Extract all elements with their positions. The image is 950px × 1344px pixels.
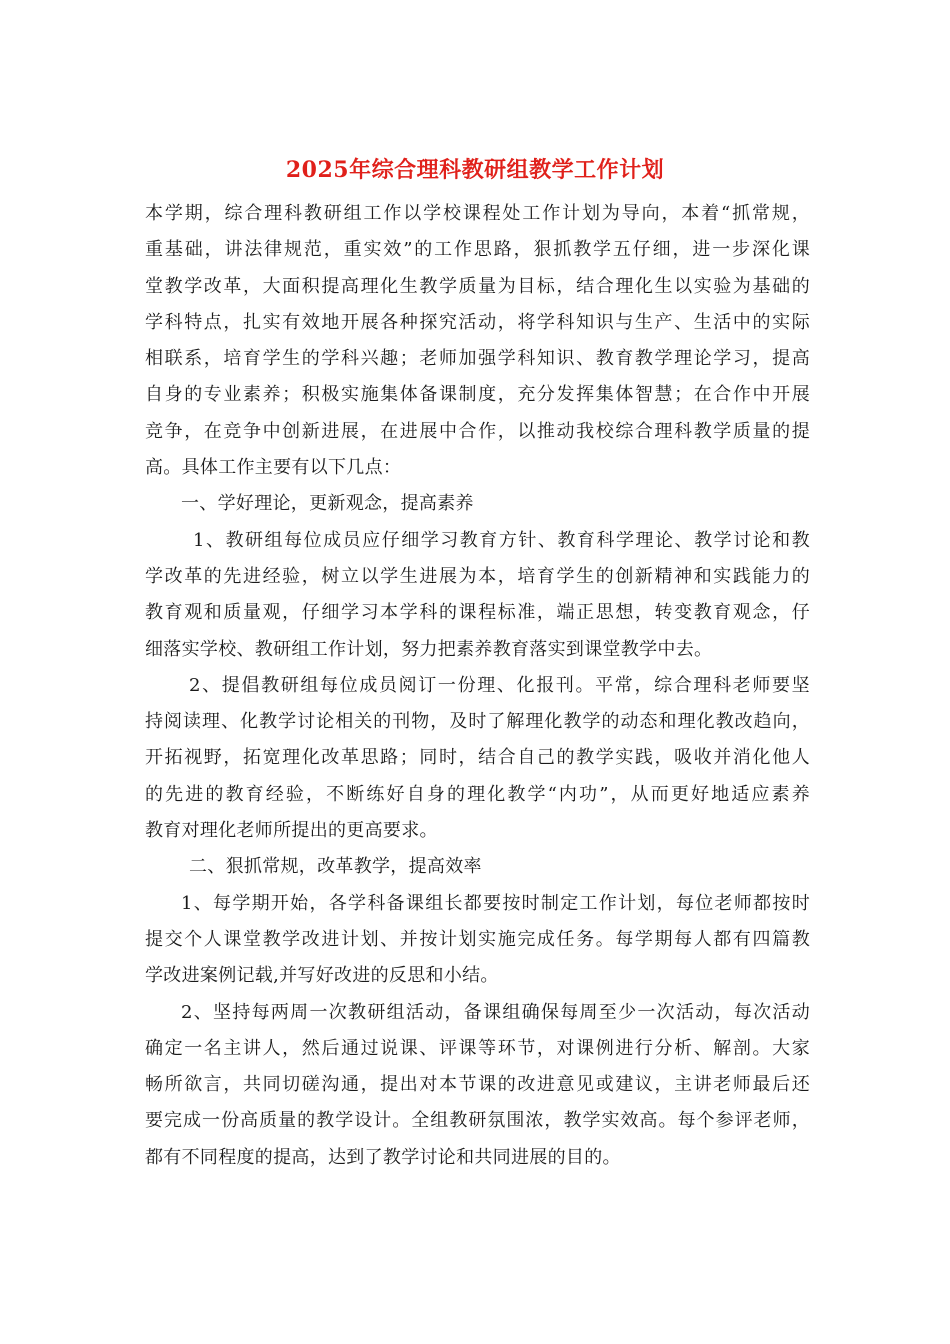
text-line: 教育对理化老师所提出的更高要求。	[145, 820, 438, 842]
document-title: 2025年综合理科教研组教学工作计划	[285, 157, 665, 183]
text-line: 教育观和质量观，仔细学习本学科的课程标准，端正思想，转变教育观念，仔	[145, 602, 810, 624]
text-line: 学科特点，扎实有效地开展各种探究活动，将学科知识与生产、生活中的实际	[145, 311, 810, 333]
section-2-item-2	[145, 995, 810, 1176]
text-line: 要完成一份高质量的教学设计。全组教研氛围浓，教学实效高。每个参评老师，	[145, 1110, 810, 1132]
section-1-item-2	[145, 668, 810, 849]
text-line: 相联系，培育学生的学科兴趣；老师加强学科知识、教育教学理论学习，提高	[145, 348, 810, 370]
text-line: 的先进的教育经验，不断练好自身的理化教学“内功”，从而更好地适应素养	[145, 783, 810, 805]
text-line: 自身的专业素养；积极实施集体备课制度，充分发挥集体智慧；在合作中开展	[145, 384, 810, 406]
text-line: 2、坚持每两周一次教研组活动，备课组确保每周至少一次活动，每次活动	[181, 1001, 810, 1023]
text-line: 竞争，在竞争中创新进展，在进展中合作，以推动我校综合理科教学质量的提	[145, 420, 810, 442]
text-line: 2、提倡教研组每位成员阅订一份理、化报刊。平常，综合理科老师要坚	[189, 674, 810, 696]
section-2-item-1	[145, 886, 810, 995]
text-line: 持阅读理、化教学讨论相关的刊物，及时了解理化教学的动态和理化教改趋向，	[145, 711, 810, 733]
section-heading: 二、狠抓常规，改革教学，提高效率	[189, 856, 482, 878]
text-line: 细落实学校、教研组工作计划，努力把素养教育落实到课堂教学中去。	[145, 638, 713, 660]
intro-paragraph	[145, 196, 810, 486]
text-line: 学改革的先进经验，树立以学生进展为本，培育学生的创新精神和实践能力的	[145, 565, 810, 587]
section-1-heading-block	[145, 486, 810, 522]
section-2-heading-block	[145, 849, 810, 885]
text-line: 确定一名主讲人，然后通过说课、评课等环节，对课例进行分析、解剖。大家	[145, 1037, 810, 1059]
text-line: 畅所欲言，共同切磋沟通，提出对本节课的改进意见或建议，主讲老师最后还	[145, 1074, 810, 1096]
text-line: 本学期，综合理科教研组工作以学校课程处工作计划为导向，本着“抓常规，	[145, 203, 810, 224]
text-line: 开拓视野，拓宽理化改革思路；同时，结合自己的教学实践，吸收并消化他人	[145, 747, 810, 769]
text-line: 提交个人课堂教学改进计划、并按计划实施完成任务。每学期每人都有四篇教	[145, 928, 810, 950]
text-line: 高。具体工作主要有以下几点：	[145, 457, 402, 479]
text-line: 都有不同程度的提高，达到了教学讨论和共同进展的目的。	[145, 1146, 621, 1168]
section-heading: 一、学好理论，更新观念，提高素养	[181, 493, 474, 515]
text-line: 学改进案例记载,并写好改进的反思和小结。	[145, 965, 499, 987]
text-line: 1、教研组每位成员应仔细学习教育方针、教育科学理论、教学讨论和教	[193, 529, 810, 551]
document-body	[145, 196, 810, 1176]
text-line: 1、每学期开始，各学科备课组长都要按时制定工作计划，每位老师都按时	[181, 892, 810, 914]
text-line: 重基础，讲法律规范，重实效”的工作思路，狠抓教学五仔细，进一步深化课	[145, 239, 810, 261]
section-1-item-1	[145, 523, 810, 668]
text-line: 堂教学改革，大面积提高理化生教学质量为目标，结合理化生以实验为基础的	[145, 275, 810, 297]
